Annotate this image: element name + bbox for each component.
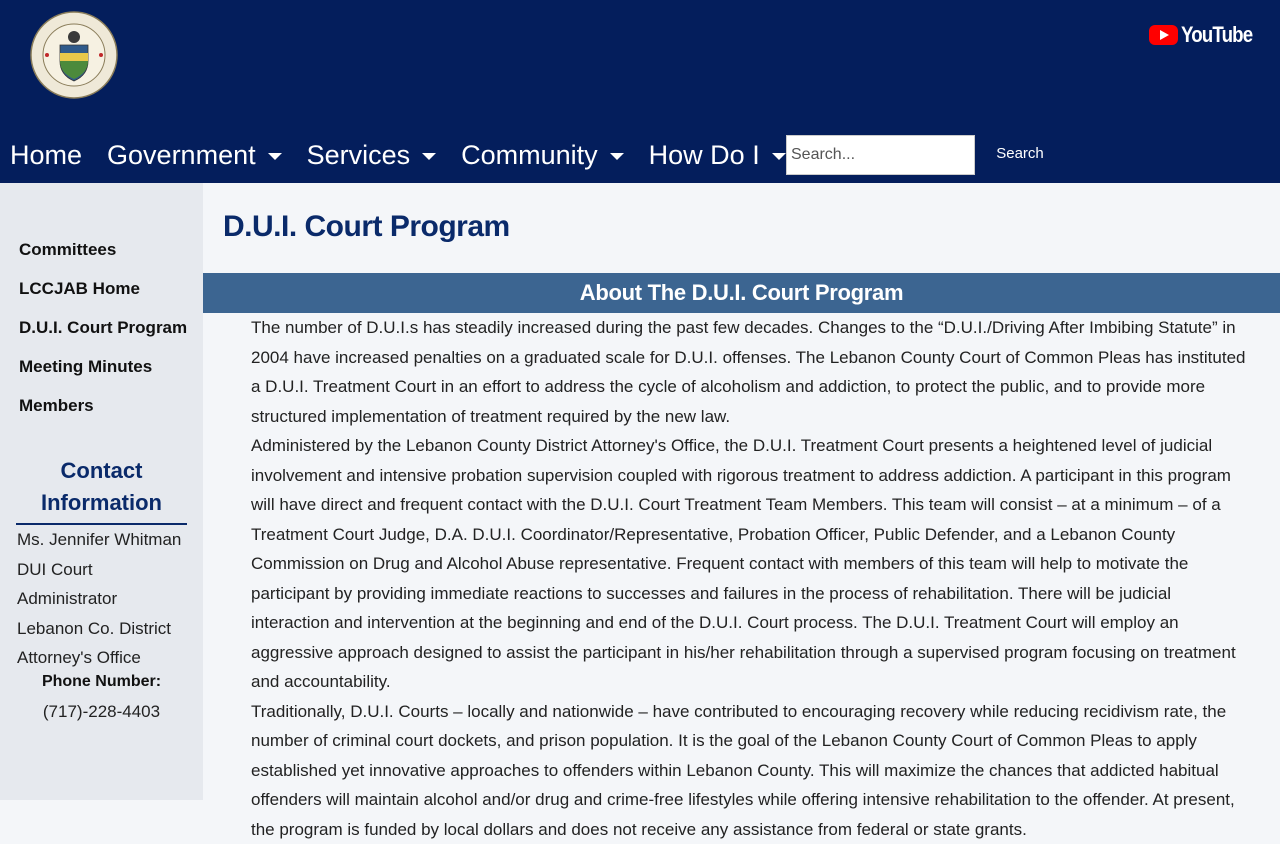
caret-down-icon — [422, 153, 436, 160]
search-input[interactable] — [786, 135, 975, 175]
nav-services[interactable] — [307, 140, 437, 171]
article-body — [251, 313, 1251, 844]
paragraph: The number of D.U.I.s has steadily increased during the past few decades. Changes to the “D.U.I./Driving After Imbibing Statute” in 2004 have increased penalties on a graduated scale for D.U.I. offenses. The Lebanon County Court of Common Pleas has instituted a D.U.I. Treatment Court in an effort to address the cycle of alcoholism and addiction, to protect the public, and to provide more structured implementation of treatment required by the new law. — [251, 313, 1251, 431]
sidebar-link-lccjab-home[interactable]: LCCJAB Home — [19, 279, 140, 299]
paragraph: Traditionally, D.U.I. Courts – locally and nationwide – have contributed to encouraging recovery while reducing recidivism rate, the number of criminal court dockets, and prison population. It is the goal of the Lebanon County Court of Common Pleas to apply established yet innovative approaches to offenders within Lebanon County. This will maximize the chances that addicted habitual offenders will maintain alcohol and/or drug and crime-free lifestyles while offering intensive rehabilitation to the offender. At present, the program is funded by local dollars and does not receive any assistance from federal or state grants. — [251, 697, 1251, 844]
nav-services-label: Services — [307, 140, 411, 171]
nav-how-do-i[interactable] — [649, 140, 786, 171]
main-nav — [0, 135, 801, 175]
sidebar-link-dui-court-program[interactable]: D.U.I. Court Program — [19, 318, 187, 338]
page-title: D.U.I. Court Program — [223, 210, 510, 244]
sidebar — [0, 183, 203, 800]
nav-home[interactable] — [10, 140, 82, 171]
phone-label: Phone Number: — [16, 673, 187, 691]
paragraph: Administered by the Lebanon County District Attorney's Office, the D.U.I. Treatment Court presents a heightened level of judicial involvement and intensive probation supervision coupled with rigorous treatment to address addiction. A participant in this program will have direct and frequent contact with the D.U.I. Court Treatment Team Members. This team will consist – at a minimum – of a Treatment Court Judge, D.A. D.U.I. Coordinator/Representative, Probation Officer, Public Defender, and a Lebanon County Commission on Drug and Alcohol Abuse representative. Frequent contact with members of this team will help to motivate the participant by providing immediate reactions to successes and failures in the process of rehabilitation. There will be judicial interaction and intervention at the beginning and end of the D.U.I. Court process. The D.U.I. Treatment Court will employ an aggressive approach designed to assist the participant in his/her rehabilitation through a supervised program focusing on treatment and accountability. — [251, 431, 1251, 697]
nav-community[interactable] — [461, 140, 624, 171]
contact-office-line-2: Attorney's Office — [17, 643, 192, 673]
sidebar-link-committees[interactable]: Committees — [19, 240, 116, 260]
site-header — [0, 0, 1280, 183]
sidebar-link-members[interactable]: Members — [19, 396, 94, 416]
contact-office-line-1: Lebanon Co. District — [17, 614, 192, 644]
nav-home-label: Home — [10, 140, 82, 171]
contact-role-line-2: Administrator — [17, 584, 192, 614]
nav-government-label: Government — [107, 140, 256, 171]
contact-role-line-1: DUI Court — [17, 555, 192, 585]
contact-details — [17, 525, 192, 673]
nav-government[interactable] — [107, 140, 282, 171]
caret-down-icon — [268, 153, 282, 160]
youtube-play-icon — [1149, 25, 1178, 45]
caret-down-icon — [610, 153, 624, 160]
contact-heading: Contact Information — [16, 455, 187, 525]
nav-community-label: Community — [461, 140, 598, 171]
county-seal-logo[interactable] — [30, 11, 118, 99]
section-heading: About The D.U.I. Court Program — [203, 273, 1280, 313]
search-button[interactable]: Search — [985, 145, 1055, 162]
nav-how-do-i-label: How Do I — [649, 140, 760, 171]
phone-number[interactable]: (717)-228-4403 — [16, 702, 187, 722]
contact-name: Ms. Jennifer Whitman — [17, 525, 192, 555]
youtube-label: YouTube — [1181, 22, 1252, 48]
caret-down-icon — [772, 153, 786, 160]
youtube-link[interactable] — [1149, 22, 1265, 48]
sidebar-link-meeting-minutes[interactable]: Meeting Minutes — [19, 357, 152, 377]
